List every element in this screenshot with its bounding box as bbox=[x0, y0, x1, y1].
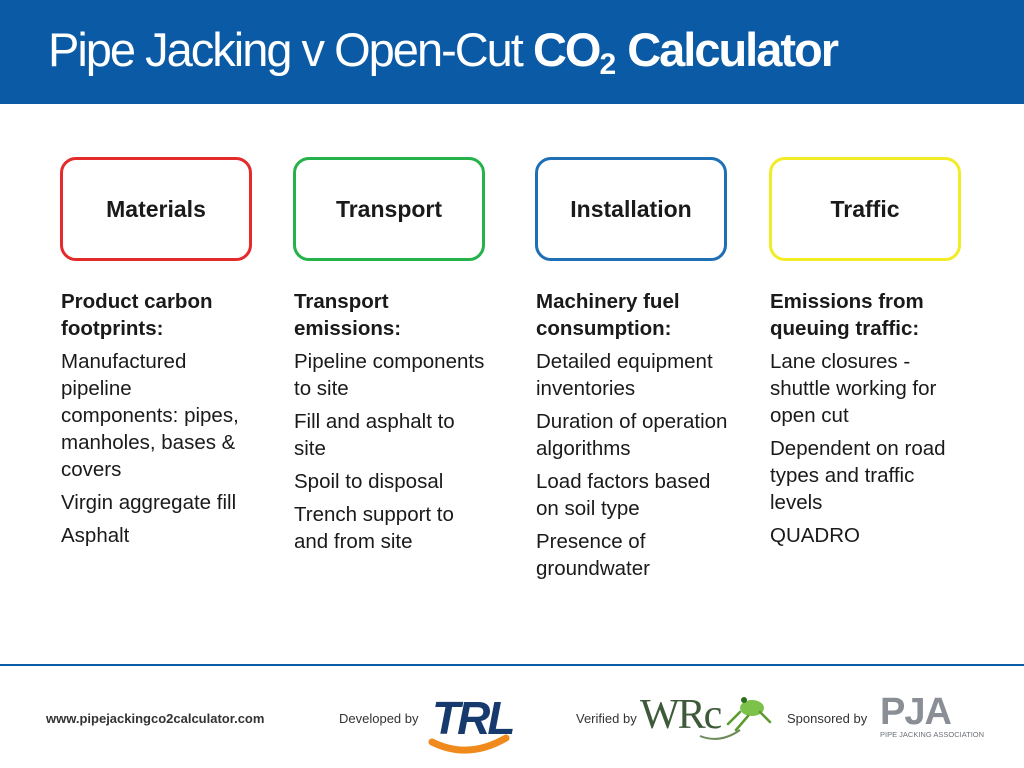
list-item: Lane closures - shuttle working for open cut bbox=[770, 350, 937, 427]
list-item: Detailed equipment inventories bbox=[536, 350, 713, 400]
list-item: QUADRO bbox=[770, 524, 860, 547]
list-item: Dependent on road types and traffic levels bbox=[770, 437, 946, 514]
category-box-transport bbox=[293, 157, 485, 261]
category-label: Transport bbox=[335, 195, 443, 222]
list-item: Manufactured pipeline components: pipes, manholes, bases & covers bbox=[61, 350, 239, 481]
header-banner bbox=[0, 0, 1024, 104]
frog-icon bbox=[728, 697, 770, 730]
column-heading: Product carbon footprints: bbox=[61, 290, 213, 340]
category-label: Traffic bbox=[830, 195, 900, 222]
list-item: Load factors based on soil type bbox=[536, 470, 711, 520]
list-item: Asphalt bbox=[61, 524, 130, 547]
list-item: Fill and asphalt to site bbox=[294, 410, 455, 460]
wrc-logo-text: WRc bbox=[640, 692, 721, 738]
pja-logo bbox=[878, 690, 990, 740]
column-heading: Transport emissions: bbox=[294, 290, 402, 340]
title-calculator: Calculator bbox=[627, 23, 838, 76]
sponsored-by-label: Sponsored by bbox=[787, 711, 868, 726]
website-link[interactable]: www.pipejackingco2calculator.com bbox=[46, 711, 265, 726]
list-item: Spoil to disposal bbox=[294, 470, 444, 493]
column-transport bbox=[294, 288, 494, 561]
developed-by-label: Developed by bbox=[339, 711, 419, 726]
category-label: Materials bbox=[106, 195, 206, 222]
column-traffic bbox=[770, 288, 975, 555]
trl-logo-text: TRL bbox=[432, 692, 513, 744]
wrc-logo bbox=[640, 686, 776, 748]
list-item: Pipeline components to site bbox=[294, 350, 485, 400]
category-box-materials bbox=[60, 157, 252, 261]
trl-logo bbox=[428, 690, 550, 756]
verified-by-label: Verified by bbox=[576, 711, 637, 726]
category-label: Installation bbox=[570, 195, 692, 222]
list-item: Trench support to and from site bbox=[294, 503, 454, 553]
list-item: Virgin aggregate fill bbox=[61, 491, 237, 514]
column-installation bbox=[536, 288, 746, 588]
column-heading: Emissions from queuing traffic: bbox=[770, 290, 924, 340]
title-co: CO bbox=[532, 23, 600, 76]
list-item: Presence of groundwater bbox=[536, 530, 650, 580]
list-item: Duration of operation algorithms bbox=[536, 410, 728, 460]
footer-divider bbox=[0, 664, 1024, 666]
category-box-installation bbox=[535, 157, 727, 261]
pja-logo-text: PJA bbox=[880, 691, 951, 733]
column-materials bbox=[61, 288, 251, 555]
title-regular: Pipe Jacking v Open-Cut bbox=[48, 23, 522, 76]
title-subscript: 2 bbox=[599, 48, 617, 81]
page-title bbox=[48, 22, 837, 82]
pja-caption: PIPE JACKING ASSOCIATION bbox=[880, 730, 985, 739]
category-box-traffic bbox=[769, 157, 961, 261]
column-heading: Machinery fuel consumption: bbox=[536, 290, 680, 340]
